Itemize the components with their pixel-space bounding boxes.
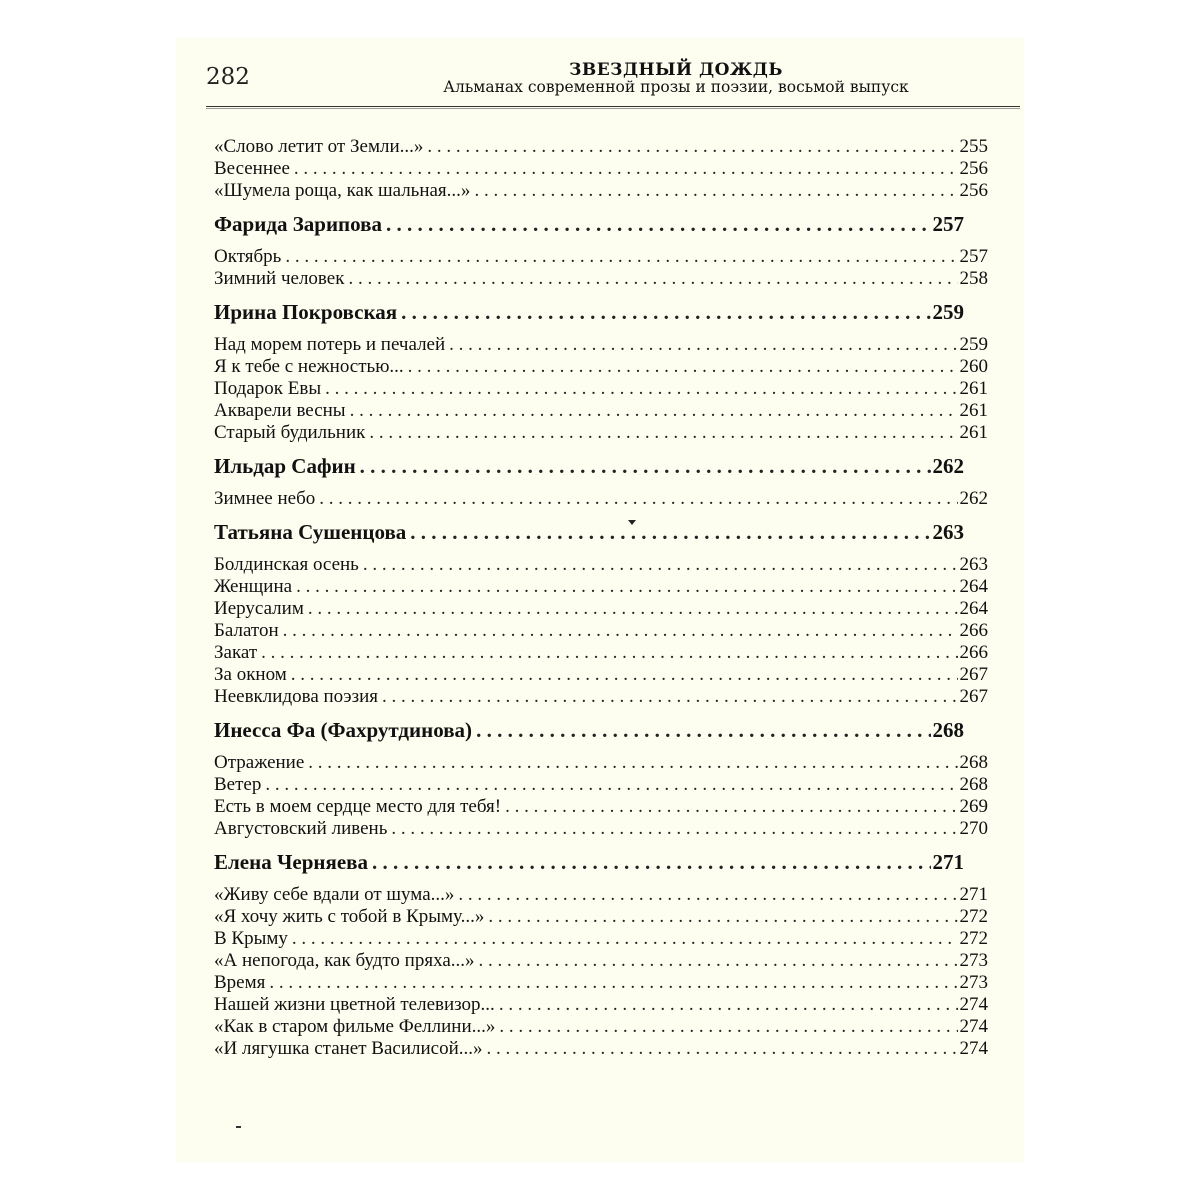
toc-entry (214, 906, 988, 928)
table-of-contents (214, 136, 988, 1068)
entry-title: Балатон (214, 620, 279, 641)
dot-leader (447, 334, 957, 356)
toc-entry (214, 928, 988, 950)
dot-leader (485, 1038, 958, 1060)
toc-entry (214, 774, 988, 796)
entry-title: Октябрь (214, 246, 282, 267)
dot-leader (425, 136, 957, 158)
dot-leader (294, 576, 957, 598)
author-page-number: 257 (932, 212, 964, 236)
toc-entry (214, 400, 988, 422)
entry-page-number: 268 (959, 774, 988, 795)
toc-author-row (214, 300, 988, 328)
toc-entry (214, 246, 988, 268)
dot-leader (399, 300, 930, 325)
entry-page-number: 272 (959, 928, 988, 949)
dot-leader (292, 158, 958, 180)
toc-author-row (214, 454, 988, 482)
toc-entry (214, 356, 988, 378)
entry-title: Время (214, 972, 266, 993)
toc-entry (214, 136, 988, 158)
entry-page-number: 262 (959, 488, 988, 509)
entry-title: Ветер (214, 774, 262, 795)
toc-section (214, 520, 988, 708)
toc-entry (214, 884, 988, 906)
entry-title: Я к тебе с нежностью... (214, 356, 404, 377)
entry-title: Зимний человек (214, 268, 345, 289)
dot-leader (306, 598, 958, 620)
dot-leader (406, 356, 958, 378)
toc-section (214, 718, 988, 840)
entry-title: «А непогода, как будто пряха...» (214, 950, 475, 971)
toc-entry (214, 158, 988, 180)
toc-entry (214, 598, 988, 620)
toc-entry (214, 268, 988, 290)
toc-entry (214, 1038, 988, 1060)
author-page-number: 262 (932, 454, 964, 478)
entry-page-number: 270 (959, 818, 988, 839)
entry-page-number: 266 (959, 642, 988, 663)
entry-page-number: 261 (959, 400, 988, 421)
toc-author-row (214, 212, 988, 240)
dot-leader (486, 906, 957, 928)
entry-page-number: 274 (959, 1016, 988, 1037)
entry-title: «И лягушка станет Василисой...» (214, 1038, 483, 1059)
entry-title: Акварели весны (214, 400, 346, 421)
author-name: Ирина Покровская (214, 300, 398, 324)
entry-page-number: 264 (959, 598, 988, 619)
dot-leader (281, 620, 958, 642)
dot-leader (283, 246, 957, 268)
print-speck (236, 1126, 241, 1128)
toc-entry (214, 620, 988, 642)
toc-section (214, 300, 988, 444)
entry-title: «Шумела роща, как шальная...» (214, 180, 471, 201)
running-head-title: ЗВЕЗДНЫЙ ДОЖДЬ (569, 60, 783, 80)
dot-leader (408, 520, 930, 545)
entry-title: «Я хочу жить с тобой в Крыму...» (214, 906, 485, 927)
dot-leader (361, 554, 958, 576)
entry-page-number: 264 (959, 576, 988, 597)
entry-page-number: 273 (959, 950, 988, 971)
entry-page-number: 256 (959, 158, 988, 179)
entry-page-number: 263 (959, 554, 988, 575)
entry-title: В Крыму (214, 928, 288, 949)
entry-title: Августовский ливень (214, 818, 388, 839)
entry-page-number: 261 (959, 422, 988, 443)
toc-entry (214, 422, 988, 444)
entry-page-number: 272 (959, 906, 988, 927)
author-page-number: 259 (932, 300, 964, 324)
print-mark (628, 520, 636, 525)
author-name: Инесса Фа (Фахрутдинова) (214, 718, 473, 742)
toc-entry (214, 972, 988, 994)
entry-title: «Как в старом фильме Феллини...» (214, 1016, 496, 1037)
toc-entry (214, 752, 988, 774)
entry-title: Над морем потерь и печалей (214, 334, 446, 355)
toc-entry (214, 950, 988, 972)
dot-leader (472, 180, 957, 202)
entry-title: За окном (214, 664, 287, 685)
toc-entry (214, 378, 988, 400)
entry-page-number: 269 (959, 796, 988, 817)
header-rule (206, 106, 1020, 109)
entry-page-number: 274 (959, 994, 988, 1015)
toc-entry (214, 488, 988, 510)
author-name: Елена Черняева (214, 850, 368, 874)
running-head-subtitle: Альманах современной прозы и поэзии, восьмой выпуск (443, 78, 909, 96)
dot-leader (370, 850, 931, 875)
dot-leader (306, 752, 957, 774)
toc-section (214, 454, 988, 510)
entry-page-number: 255 (959, 136, 988, 157)
entry-title: Есть в моем сердце место для тебя! (214, 796, 502, 817)
entry-title: Неевклидова поэзия (214, 686, 378, 707)
entry-title: Зимнее небо (214, 488, 316, 509)
dot-leader (267, 972, 957, 994)
dot-leader (477, 950, 958, 972)
dot-leader (474, 718, 930, 743)
toc-entry (214, 180, 988, 202)
dot-leader (348, 400, 958, 422)
entry-page-number: 259 (959, 334, 988, 355)
entry-title: Подарок Евы (214, 378, 322, 399)
toc-entry (214, 642, 988, 664)
entry-page-number: 258 (959, 268, 988, 289)
entry-page-number: 256 (959, 180, 988, 201)
dot-leader (367, 422, 957, 444)
entry-page-number: 267 (959, 664, 988, 685)
entry-page-number: 273 (959, 972, 988, 993)
entry-title: Закат (214, 642, 258, 663)
entry-title: Старый будильник (214, 422, 366, 443)
dot-leader (384, 212, 931, 237)
toc-entry (214, 818, 988, 840)
entry-page-number: 260 (959, 356, 988, 377)
entry-title: Болдинская осень (214, 554, 359, 575)
dot-leader (389, 818, 957, 840)
toc-entry (214, 334, 988, 356)
entry-page-number: 274 (959, 1038, 988, 1059)
dot-leader (346, 268, 957, 290)
entry-title: «Слово летит от Земли...» (214, 136, 424, 157)
entry-title: «Живу себе вдали от шума...» (214, 884, 455, 905)
dot-leader (317, 488, 957, 510)
dot-leader (497, 994, 958, 1016)
dot-leader (456, 884, 957, 906)
toc-section (214, 212, 988, 290)
toc-section (214, 850, 988, 1060)
author-page-number: 271 (932, 850, 964, 874)
dot-leader (497, 1016, 957, 1038)
entry-title: Женщина (214, 576, 293, 597)
dot-leader (290, 928, 958, 950)
author-name: Татьяна Сушенцова (214, 520, 407, 544)
toc-entry (214, 994, 988, 1016)
book-page (176, 38, 1024, 1162)
author-page-number: 263 (932, 520, 964, 544)
author-page-number: 268 (932, 718, 964, 742)
dot-leader (289, 664, 958, 686)
author-name: Фарида Зарипова (214, 212, 382, 236)
dot-leader (323, 378, 957, 400)
toc-entry (214, 554, 988, 576)
entry-title: Отражение (214, 752, 305, 773)
toc-author-row (214, 718, 988, 746)
toc-entry (214, 576, 988, 598)
page-number: 282 (206, 64, 250, 90)
entry-title: Иерусалим (214, 598, 304, 619)
entry-page-number: 266 (959, 620, 988, 641)
toc-entry (214, 796, 988, 818)
toc-section (214, 136, 988, 202)
toc-entry (214, 686, 988, 708)
entry-page-number: 268 (959, 752, 988, 773)
toc-entry (214, 664, 988, 686)
entry-page-number: 257 (959, 246, 988, 267)
author-name: Ильдар Сафин (214, 454, 356, 478)
dot-leader (263, 774, 957, 796)
toc-entry (214, 1016, 988, 1038)
entry-page-number: 267 (959, 686, 988, 707)
toc-author-row (214, 520, 988, 548)
dot-leader (259, 642, 957, 664)
entry-title: Нашей жизни цветной телевизор... (214, 994, 495, 1015)
entry-page-number: 271 (959, 884, 988, 905)
entry-page-number: 261 (959, 378, 988, 399)
entry-title: Весеннее (214, 158, 290, 179)
toc-author-row (214, 850, 988, 878)
dot-leader (503, 796, 957, 818)
dot-leader (380, 686, 958, 708)
dot-leader (358, 454, 931, 479)
